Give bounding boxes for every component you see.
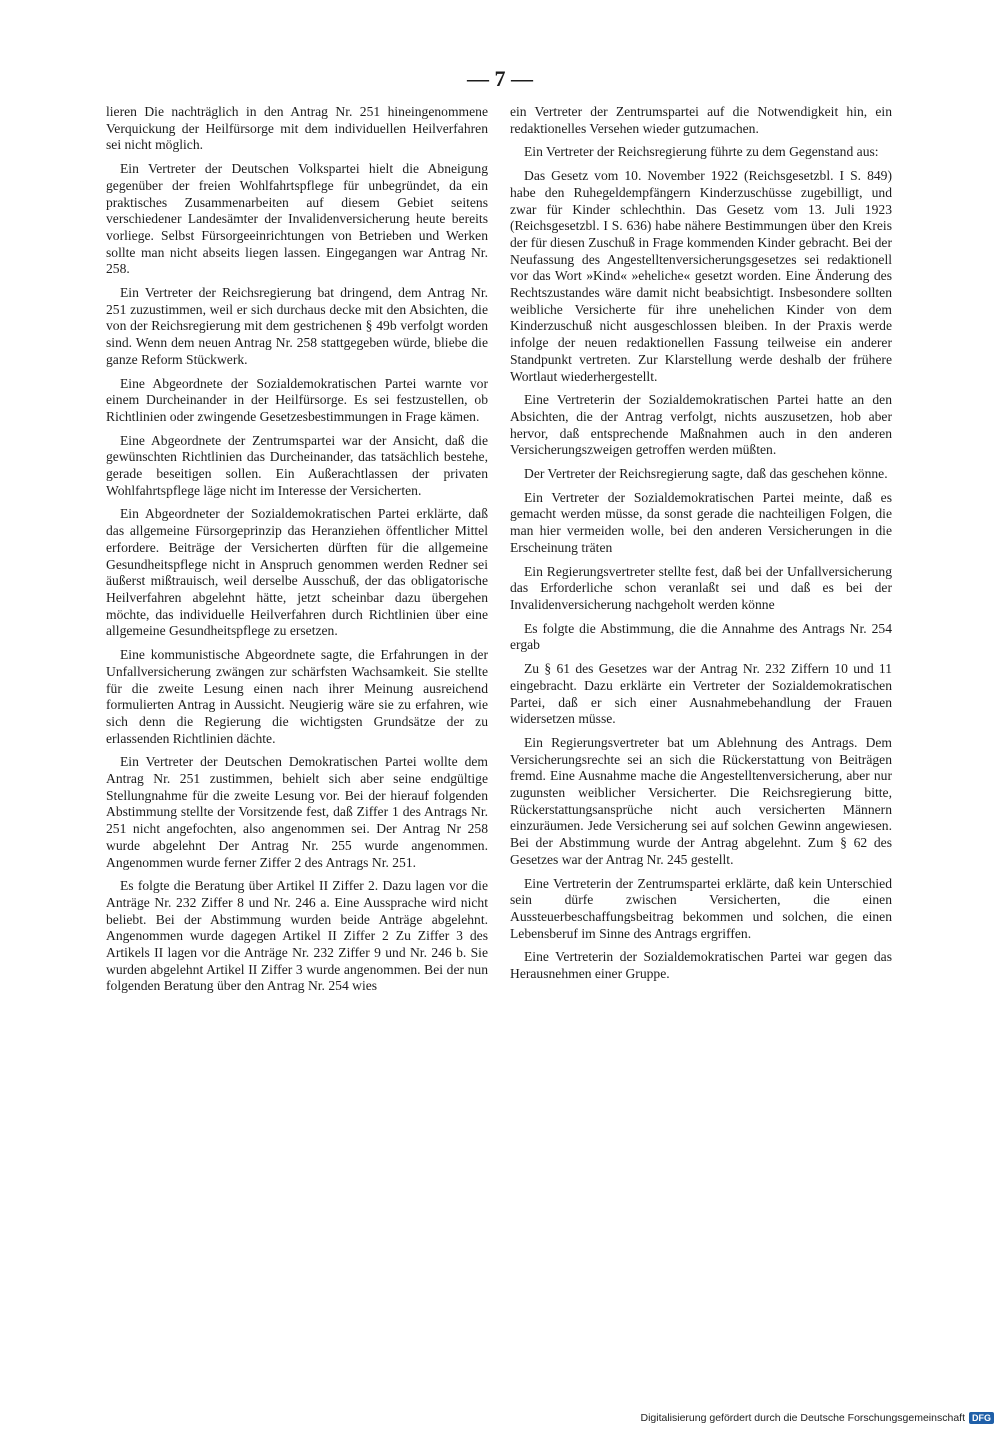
dfg-logo-icon: DFG — [969, 1412, 994, 1424]
paragraph: ein Vertreter der Zentrumspartei auf die Notwendigkeit hin, ein redaktionelles Versehen wieder gutzumachen. — [510, 104, 892, 136]
paragraph: Ein Regierungsvertreter stellte fest, daß bei der Unfallversicherung das Erforderliche schon veranlaßt sei und daß es bei der Invalidenversicherung nachgeholt werden könne — [510, 563, 892, 612]
paragraph: Ein Vertreter der Sozialdemokratischen Partei meinte, daß es gemacht werden müsse, da sonst gerade die nachteiligen Folgen, die man hier vermeiden wolle, bei den anderen Versicherungen in die Erscheinung träten — [510, 489, 892, 555]
digitization-credit — [640, 1412, 994, 1424]
page-number: — 7 — — [467, 66, 533, 91]
paragraph: Ein Vertreter der Deutschen Demokratischen Partei wollte dem Antrag Nr. 251 zustimmen, behielt sich aber seine endgültige Stellungnahme für die zweite Lesung vor. Bei der hierauf folgenden Abstimmung stellte der Vorsitzende fest, daß Ziffer 1 des Antrags Nr. 251 nicht angefochten, also angenommen sei. Der Antrag Nr 258 wurde abgelehnt Der Antrag Nr. 255 wurde angenommen. Angenommen wurde ferner Ziffer 2 des Antrags Nr. 251. — [106, 754, 488, 870]
paragraph: Ein Regierungsvertreter bat um Ablehnung des Antrags. Dem Versicherungsrechte sei an sich die Rückerstattung von Beiträgen fremd. Eine Ausnahme mache die Angestelltenversicherung, aber nur zugunsten weiblicher Versicherter. Die Reichsregierung bitte, Rückerstattungsansprüche nicht auch versicherten Männern einzuräumen. Jede Versicherung sei auf solchen Gewinn angewiesen. Bei der Abstimmung wurde der Antrag abgelehnt. Zum § 62 des Gesetzes war der Antrag Nr. 245 gestellt. — [510, 734, 892, 867]
paragraph: Eine kommunistische Abgeordnete sagte, die Erfahrungen in der Unfallversicherung zwängen zur schärfsten Wachsamkeit. Sie stellte für die zweite Lesung einen nach ihrer Meinung ausreichend formulierten Antrag in Aussicht. Neugierig wäre sie zu erfahren, wie sich denn die Regierung die wichtigsten Grundsätze der zu erlassenden Richtlinien dächte. — [106, 647, 488, 746]
paragraph: Ein Vertreter der Deutschen Volkspartei hielt die Abneigung gegenüber der freien Wohlfahrtspflege für unbegründet, da ein praktisches Zusammenarbeiten auf diesem Gebiet seitens verschiedener Landesämter der Invalidenversicherung heute bereits vorliege. Selbst Fürsorgeeinrichtungen von Betrieben und Werken sollte man nicht abseits liegen lassen. Eingegangen war Antrag Nr. 258. — [106, 161, 488, 277]
paragraph: Zu § 61 des Gesetzes war der Antrag Nr. 232 Ziffern 10 und 11 eingebracht. Dazu erklärte ein Vertreter der Sozialdemokratischen Partei, daß er sich einer Ausnahmebehandlung der Frauen widersetzen müsse. — [510, 661, 892, 727]
paragraph: lieren Die nachträglich in den Antrag Nr. 251 hineingenommene Verquickung der Heilfürsorge mit dem individuellen Heilverfahren sei nicht möglich. — [106, 104, 488, 153]
paragraph: Eine Vertreterin der Sozialdemokratischen Partei hatte an den Absichten, die der Antrag verfolgt, nichts auszusetzen, hob aber hervor, daß entsprechende Maßnahmen auch in den anderen Versicherungszweigen getroffen werden müßten. — [510, 392, 892, 458]
paragraph: Der Vertreter der Reichsregierung sagte, daß das geschehen könne. — [524, 466, 888, 482]
credit-text: Digitalisierung gefördert durch die Deutsche Forschungsgemeinschaft — [640, 1412, 965, 1424]
paragraph: Es folgte die Beratung über Artikel II Ziffer 2. Dazu lagen vor die Anträge Nr. 232 Ziffer 8 und Nr. 246 a. Eine Aussprache wird nicht beliebt. Bei der Abstimmung wurden beide Anträge abgelehnt. Angenommen wurde dagegen Artikel II Ziffer 2 Zu Ziffer 3 des Artikels II lagen vor die Anträge Nr. 232 Ziffer 9 und Nr. 246 b. Sie wurden abgelehnt Artikel II Ziffer 3 wurde angenommen. Bei der nun folgenden Beratung über den Antrag Nr. 254 wies — [106, 878, 488, 994]
paragraph: Es folgte die Abstimmung, die die Annahme des Antrags Nr. 254 ergab — [510, 620, 892, 653]
paragraph: Eine Vertreterin der Sozialdemokratischen Partei war gegen das Herausnehmen einer Gruppe. — [510, 949, 892, 982]
paragraph: Eine Vertreterin der Zentrumspartei erklärte, daß kein Unterschied sein dürfe zwischen Versicherten, die einen Aussteuerbeschaffungsbeitrag bekommen und solchen, die einen Lebensberuf im Sinne des Antrags ergriffen. — [510, 875, 892, 941]
paragraph: Ein Vertreter der Reichsregierung führte zu dem Gegenstand aus: — [524, 144, 879, 160]
paragraph: Eine Abgeordnete der Sozialdemokratischen Partei warnte vor einem Durcheinander in der Heilfürsorge. Es sei festzustellen, ob Richtlinien oder zwingende Gesetzesbestimmungen in Frage kämen. — [106, 375, 488, 424]
paragraph: Ein Vertreter der Reichsregierung bat dringend, dem Antrag Nr. 251 zuzustimmen, weil er sich durchaus decke mit den Absichten, die von der Reichsregierung mit dem gestrichenen § 49b verfolgt worden sind. Wenn dem neuen Antrag Nr. 258 stattgegeben würde, bliebe die ganze Reform Stückwerk. — [106, 285, 488, 367]
paragraph: Ein Abgeordneter der Sozialdemokratischen Partei erklärte, daß das allgemeine Fürsorgeprinzip das Heranziehen öffentlicher Mittel erfordere. Beiträge der Versicherten dürften für die allgemeine Gesundheitspflege nicht in Anspruch genommen werden Redner sei äußerst mißtrauisch, weil derselbe Ausschuß, der das obligatorische Heilverfahren abgelehnt hätte, jetzt scheinbar dazu übergehen möchte, das individuelle Heilverfahren durch Richtlinien über eine allgemeine Gesundheitspflege zu ersetzen. — [106, 506, 488, 639]
paragraph: Eine Abgeordnete der Zentrumspartei war der Ansicht, daß die gewünschten Richtlinien das Durcheinander, das tatsächlich bestehe, gerade beseitigen sollen. Ein Außerachtlassen der privaten Wohlfahrtspflege läge nicht im Interesse der Versicherten. — [106, 432, 488, 498]
left-column — [106, 104, 488, 1002]
paragraph: Das Gesetz vom 10. November 1922 (Reichsgesetzbl. I S. 849) habe den Ruhegeldempfängern Kinderzuschüsse zugebilligt, und zwar für Kinder schlechthin. Das Gesetz vom 13. Juli 1923 (Reichsgesetzbl. I S. 636) habe nähere Bestimmungen über den Kreis der für diesen Zuschuß in Frage kommenden Kinder gebracht. Bei der Neufassung des Angestelltenversicherungsgesetzes sei redaktionell vor das Wort »Kind« »eheliche« gesetzt worden. Eine Änderung des Rechtszustandes wäre damit nicht beabsichtigt. Insbesondere sollten weibliche Versicherte für ihre unehelichen Kinder von dem Kinderzuschuß nicht ausgeschlossen bleiben. In der Praxis werde infolge der neuen redaktionellen Fassung teilweise ein anderer Standpunkt vertreten. Zur Klarstellung werde deshalb der frühere Wortlaut wiederhergestellt. — [510, 168, 892, 384]
right-column — [510, 104, 892, 990]
